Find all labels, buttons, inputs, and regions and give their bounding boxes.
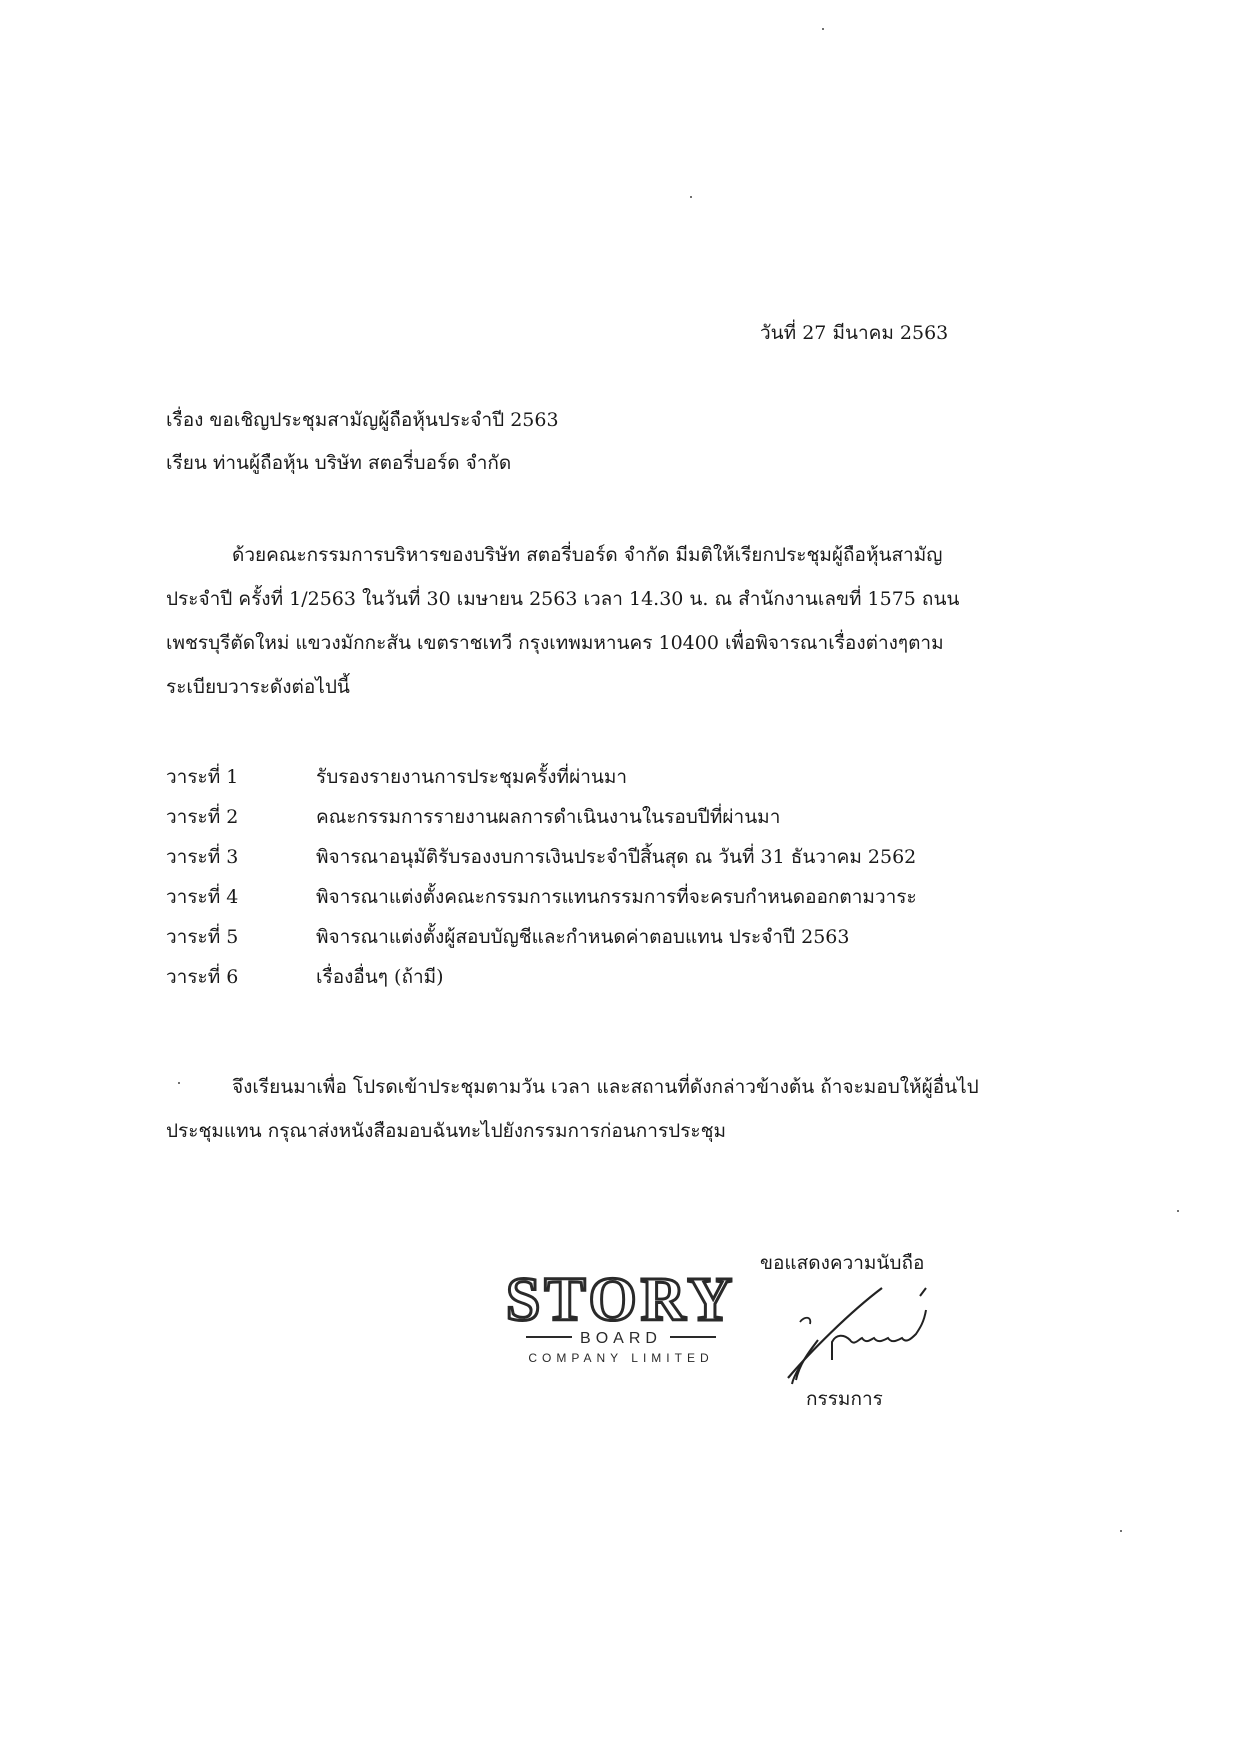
intro-line: ประจำปี ครั้งที่ 1/2563 ในวันที่ 30 เมษายน 2563 เวลา 14.30 น. ณ สำนักงานเลขที่ 1575 ถนน bbox=[166, 588, 960, 610]
scan-speck bbox=[1177, 1210, 1179, 1212]
agenda-text: รับรองรายงานการประชุมครั้งที่ผ่านมา bbox=[316, 766, 628, 788]
letter-subject: เรื่อง ขอเชิญประชุมสามัญผู้ถือหุ้นประจำปี 2563 bbox=[166, 409, 559, 431]
agenda-label: วาระที่ 1 bbox=[166, 766, 239, 788]
agenda-label: วาระที่ 3 bbox=[166, 846, 239, 868]
closing-line: ประชุมแทน กรุณาส่งหนังสือมอบฉันทะไปยังกรรมการก่อนการประชุม bbox=[166, 1120, 727, 1142]
agenda-label: วาระที่ 6 bbox=[166, 966, 239, 988]
logo-tagline: COMPANY LIMITED bbox=[528, 1351, 714, 1365]
agenda-text: พิจารณาอนุมัติรับรองงบการเงินประจำปีสิ้นสุด ณ วันที่ 31 ธันวาคม 2562 bbox=[316, 846, 917, 868]
logo-word: STORY bbox=[505, 1266, 737, 1334]
scan-speck bbox=[178, 1082, 180, 1084]
intro-line: เพชรบุรีตัดใหม่ แขวงมักกะสัน เขตราชเทวี กรุงเทพมหานคร 10400 เพื่อพิจารณาเรื่องต่างๆตาม bbox=[166, 632, 944, 654]
intro-line: ระเบียบวาระดังต่อไปนี้ bbox=[166, 676, 350, 698]
scan-speck bbox=[1120, 1530, 1122, 1532]
agenda-text: คณะกรรมการรายงานผลการดำเนินงานในรอบปีที่ผ่านมา bbox=[316, 806, 781, 828]
handwritten-signature bbox=[770, 1282, 1000, 1390]
agenda-label: วาระที่ 2 bbox=[166, 806, 239, 828]
agenda-text: พิจารณาแต่งตั้งผู้สอบบัญชีและกำหนดค่าตอบแทน ประจำปี 2563 bbox=[316, 926, 850, 948]
storyboard-logo bbox=[496, 1262, 746, 1370]
scan-speck bbox=[822, 28, 824, 30]
agenda-label: วาระที่ 4 bbox=[166, 886, 239, 908]
regards-text: ขอแสดงความนับถือ bbox=[760, 1252, 925, 1274]
agenda-label: วาระที่ 5 bbox=[166, 926, 239, 948]
letter-date: วันที่ 27 มีนาคม 2563 bbox=[760, 322, 949, 344]
letter-salutation: เรียน ท่านผู้ถือหุ้น บริษัท สตอรี่บอร์ด จำกัด bbox=[166, 452, 512, 474]
logo-sub: BOARD bbox=[580, 1330, 662, 1347]
agenda-text: เรื่องอื่นๆ (ถ้ามี) bbox=[316, 966, 444, 988]
scan-speck bbox=[690, 196, 692, 198]
signer-title: กรรมการ bbox=[806, 1388, 883, 1410]
closing-line: จึงเรียนมาเพื่อ โปรดเข้าประชุมตามวัน เวลา และสถานที่ดังกล่าวข้างต้น ถ้าจะมอบให้ผู้อื่นไป bbox=[232, 1076, 979, 1098]
agenda-text: พิจารณาแต่งตั้งคณะกรรมการแทนกรรมการที่จะครบกำหนดออกตามวาระ bbox=[316, 886, 917, 908]
intro-line: ด้วยคณะกรรมการบริหารของบริษัท สตอรี่บอร์ด จำกัด มีมติให้เรียกประชุมผู้ถือหุ้นสามัญ bbox=[232, 544, 943, 566]
